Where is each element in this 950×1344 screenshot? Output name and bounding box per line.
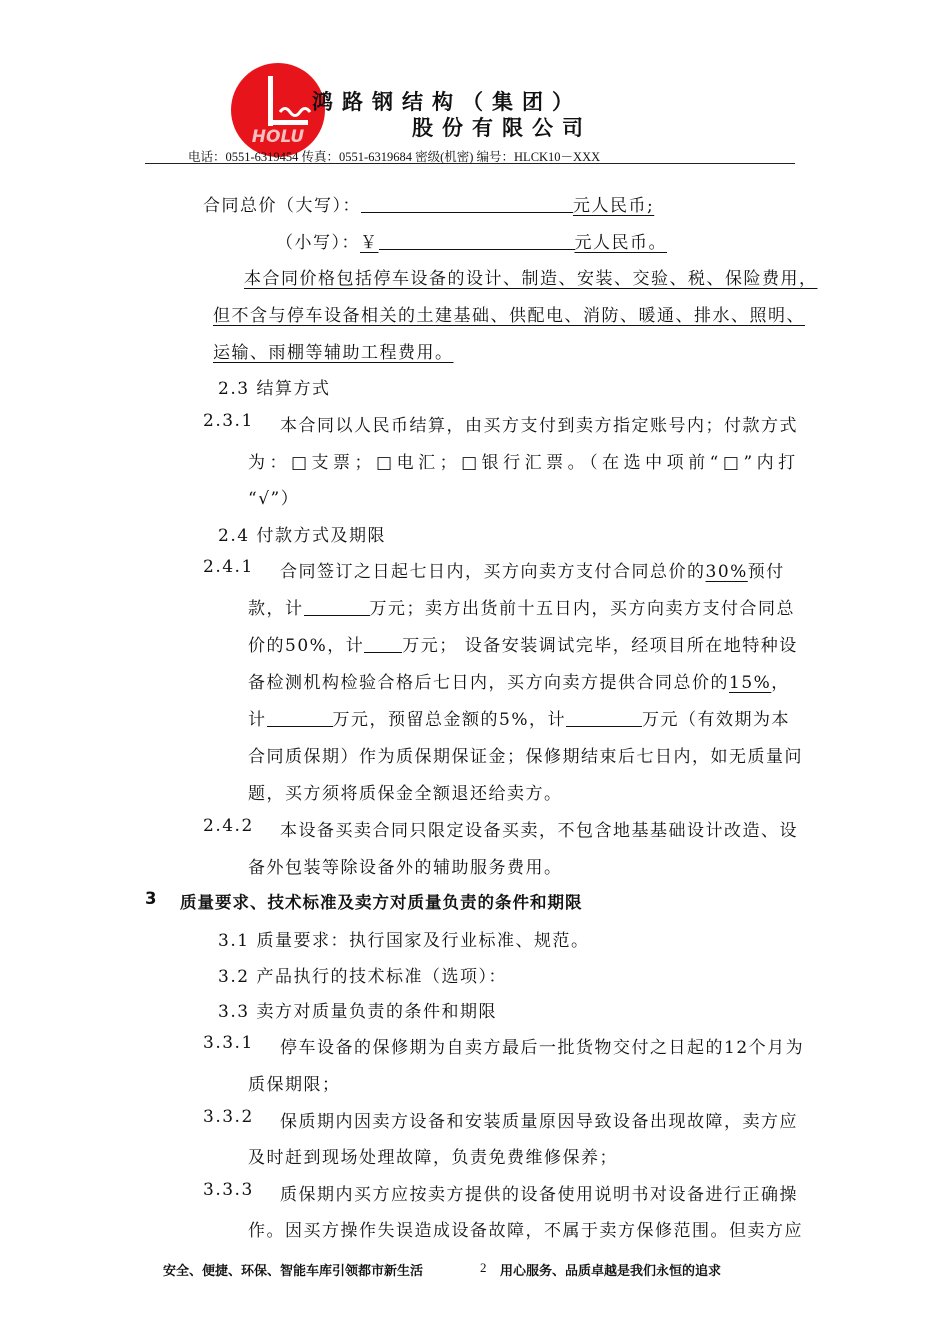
scope-line-2: 但不含与停车设备相关的土建基础、供配电、消防、暖通、排水、照明、 (213, 306, 805, 326)
company-name-line1: 鸿路钢结构（集团） (312, 89, 582, 114)
total-upper-label: 合同总价（大写）： (203, 196, 361, 216)
section-2-4-2-number: 2.4.2 (203, 816, 254, 836)
section-3-3-3-line1: 质保期内买方应按卖方提供的设备使用说明书对设备进行正确操 (280, 1185, 798, 1205)
section-2-4-1-line5 (248, 705, 790, 730)
section-2-4-1-line6: 合同质保期）作为质保期保证金；保修期结束后七日内，如无质量问 (248, 747, 803, 767)
retention-amount-blank[interactable] (566, 710, 642, 727)
line4-tail: ， (771, 673, 790, 693)
line5-tail: 万元（有效期为本 (641, 710, 790, 730)
section-3-3-1-line2: 质保期限； (248, 1075, 341, 1095)
total-lower-label: （小写）： (276, 233, 360, 253)
line5-head: 计 (248, 710, 267, 730)
section-3-3-2-line2: 及时赶到现场处理故障，负责免费维修保养； (248, 1148, 618, 1168)
section-2-3-1-line3: “√”） (248, 489, 300, 509)
line1-text: 合同签订之日起七日内，买方向卖方支付合同总价的 (280, 562, 706, 582)
section-3-3-1-line1: 停车设备的保修期为自卖方最后一批货物交付之日起的12个月为 (280, 1038, 805, 1058)
line3-tail: 万元； 设备安装调试完毕，经项目所在地特种设 (402, 636, 798, 656)
section-2-4-1-line1 (280, 557, 785, 582)
line2-head: 款，计 (248, 599, 304, 619)
footer-slogan-left: 安全、便捷、环保、智能车库引领都市新生活 (163, 1264, 424, 1279)
contact-line: 电话：0551-6319454 传真：0551-6319684 密级(机密) 编号：HLCK10－XXX (188, 150, 601, 164)
section-3-3-2-line1: 保质期内因卖方设备和安装质量原因导致设备出现故障，卖方应 (280, 1112, 798, 1132)
section-3-number: 3 (145, 889, 158, 908)
section-2-4-1-line3 (248, 631, 798, 656)
section-3-3-2-number: 3.3.2 (203, 1107, 254, 1127)
section-3-3-1-number: 3.3.1 (203, 1033, 254, 1053)
total-lower-prefix: ￥ (360, 233, 379, 253)
section-2-3-heading: 2.3 结算方式 (218, 379, 331, 399)
shipment-amount-blank[interactable] (364, 636, 402, 653)
section-3-1: 3.1 质量要求：执行国家及行业标准、规范。 (218, 931, 590, 951)
total-upper-row (203, 191, 654, 216)
section-2-4-1-line4 (248, 668, 790, 693)
inspection-amount-blank[interactable] (267, 710, 333, 727)
line4-text: 备检测机构检验合格后七日内，买方向卖方提供合同总价的 (248, 673, 729, 693)
company-name-line2: 股份有限公司 (412, 115, 592, 140)
section-2-4-1-line2 (248, 594, 795, 619)
logo-text: HOLU (251, 127, 305, 147)
section-2-3-1-number: 2.3.1 (203, 411, 254, 431)
line1-tail: 预付 (747, 562, 785, 582)
line5-mid: 万元，预留总金额的5%，计 (332, 710, 566, 730)
header-divider (145, 163, 795, 164)
line3-head: 价的50%，计 (248, 636, 365, 656)
section-2-3-1-line2: 为：□支票；□电汇；□银行汇票。（在选中项前“□”内打 (248, 453, 800, 473)
section-3-3-3-number: 3.3.3 (203, 1180, 254, 1200)
section-3-3-3-line2: 作。因买方操作失误造成设备故障，不属于卖方保修范围。但卖方应 (248, 1221, 803, 1241)
footer-slogan-right: 用心服务、品质卓越是我们永恒的追求 (500, 1264, 722, 1279)
inspection-percent: 15% (729, 673, 772, 693)
section-3-title: 质量要求、技术标准及卖方对质量负责的条件和期限 (180, 893, 583, 912)
section-2-3-1-line1: 本合同以人民币结算，由买方支付到卖方指定账号内；付款方式 (280, 416, 798, 436)
section-2-4-heading: 2.4 付款方式及期限 (218, 526, 386, 546)
scope-line-3: 运输、雨棚等辅助工程费用。 (213, 343, 454, 363)
total-lower-blank[interactable] (379, 233, 575, 250)
scope-line-1: 本合同价格包括停车设备的设计、制造、安装、交验、税、保险费用， (244, 269, 818, 289)
total-lower-suffix: 元人民币。 (574, 233, 667, 253)
section-2-4-2-line1: 本设备买卖合同只限定设备买卖，不包含地基基础设计改造、设 (280, 821, 798, 841)
section-2-4-1-number: 2.4.1 (203, 557, 254, 577)
advance-amount-blank[interactable] (304, 599, 370, 616)
section-2-4-1-line7: 题，买方须将质保金全额退还给卖方。 (248, 784, 563, 804)
total-lower-row (276, 228, 667, 253)
advance-percent: 30% (705, 562, 748, 582)
total-upper-suffix: 元人民币; (573, 196, 655, 216)
section-2-4-2-line2: 备外包装等除设备外的辅助服务费用。 (248, 858, 563, 878)
section-3-2: 3.2 产品执行的技术标准（选项）： (218, 967, 507, 987)
total-upper-blank[interactable] (361, 196, 573, 213)
section-3-3: 3.3 卖方对质量负责的条件和期限 (218, 1002, 497, 1022)
page-number: 2 (480, 1260, 487, 1275)
line2-tail: 万元；卖方出货前十五日内，买方向卖方支付合同总 (369, 599, 795, 619)
